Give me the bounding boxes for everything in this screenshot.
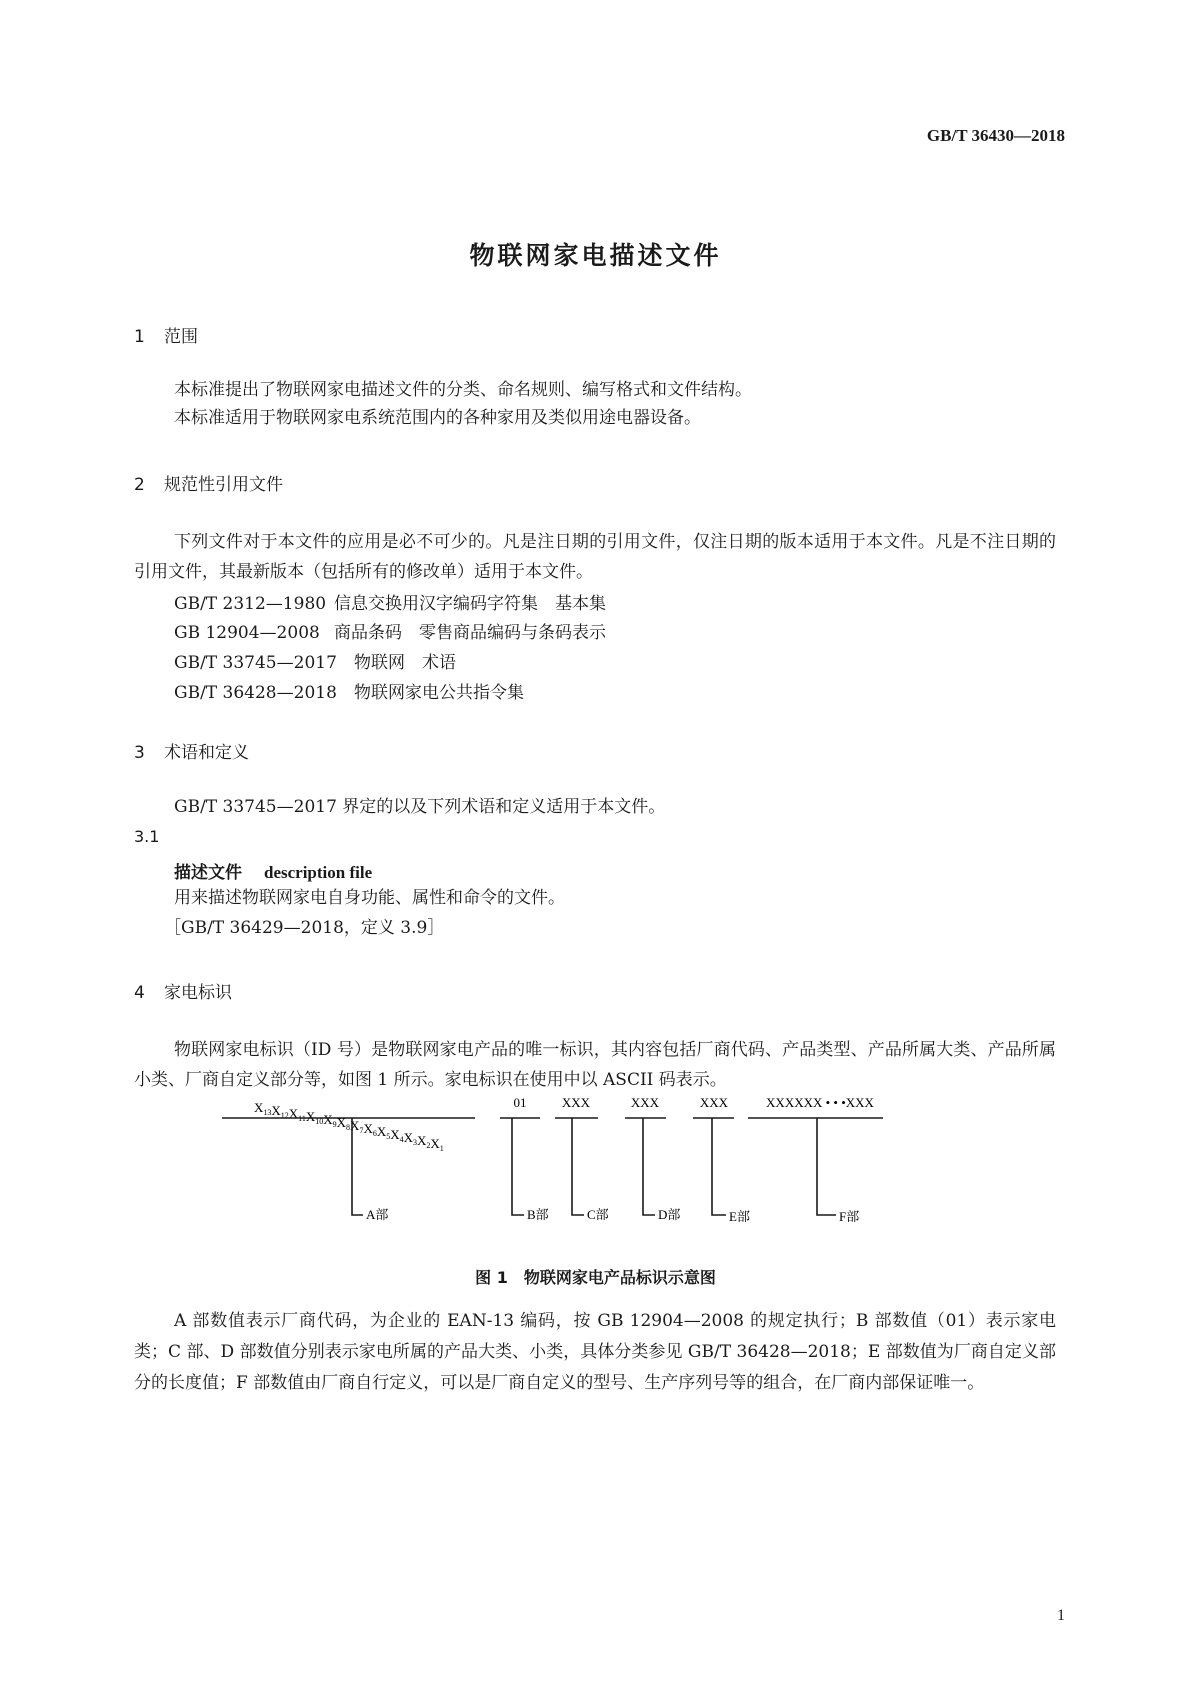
term-english: description file [264, 863, 373, 882]
page-number: 1 [1057, 1607, 1065, 1624]
reference-code: GB/T 2312—1980 [174, 594, 327, 614]
code-subscript: 10 [315, 1117, 324, 1126]
code-char: X [323, 1112, 333, 1127]
code-char: X [288, 1106, 299, 1121]
section-title: 术语和定义 [164, 743, 249, 763]
code-char: X [363, 1121, 373, 1136]
label-b: B部 [527, 1207, 549, 1222]
section-3-paragraph-1: GB/T 33745—2017 界定的以及下列术语和定义适用于本文件。 [174, 797, 666, 817]
code-subscript: 6 [372, 1129, 377, 1138]
reference-item [174, 618, 606, 643]
section-4-paragraph-2: A 部数值表示厂商代码，为企业的 EAN-13 编码，按 GB 12904—2008 的规定执行；B 部数值（01）表示家电类；C 部、D 部数值分别表示家电所属的产品大类、小类，具体分类参见 GB/T 36428—2018；E 部数值为厂商自定义部分的长度值；F 部数值由厂商自行定义，可以是厂商自定义的型号、生产序列号等的组合，在厂商内部保证唯一。 [134, 1311, 1056, 1393]
reference-code: GB/T 36428—2018 [174, 683, 337, 703]
code-char: X [336, 1115, 347, 1130]
field-f-leader [817, 1118, 836, 1215]
reference-item [174, 678, 524, 703]
section-1-paragraph-1: 本标准提出了物联网家电描述文件的分类、命名规则、编写格式和文件结构。 [174, 380, 752, 400]
label-c: C部 [587, 1207, 609, 1222]
section-1-paragraph-2: 本标准适用于物联网家电系统范围内的各种家用及类似用途电器设备。 [174, 408, 701, 428]
reference-item [174, 648, 456, 673]
section-title: 规范性引用文件 [164, 475, 283, 495]
section-2-heading [134, 470, 283, 495]
code-char: X [271, 1103, 281, 1118]
field-c-code: XXX [561, 1095, 591, 1110]
term-number: 3.1 [134, 827, 160, 846]
code-subscript: 5 [386, 1132, 391, 1141]
code-subscript: 7 [359, 1126, 364, 1135]
field-f-code: XXXXXX • • •XXX [766, 1095, 874, 1110]
term-definition: 用来描述物联网家电自身功能、属性和命令的文件。 [174, 888, 565, 908]
reference-title: 信息交换用汉字编码字符集 基本集 [334, 594, 606, 614]
section-number: 1 [134, 327, 145, 347]
section-2-paragraph-1: 下列文件对于本文件的应用是必不可少的。凡是注日期的引用文件，仅注日期的版本适用于本文件。凡是不注日期的引用文件，其最新版本（包括所有的修改单）适用于本文件。 [134, 532, 1056, 582]
field-d-leader [643, 1118, 655, 1215]
id-structure-diagram [0, 1088, 1191, 1228]
code-subscript: 8 [346, 1123, 351, 1132]
code-subscript: 12 [280, 1111, 289, 1120]
document-title: 物联网家电描述文件 [469, 241, 722, 270]
code-subscript: 11 [298, 1114, 306, 1123]
code-char: X [254, 1100, 264, 1115]
figure-caption: 图 1 物联网家电产品标识示意图 [475, 1268, 716, 1287]
section-number: 2 [134, 475, 145, 495]
field-b-code: 01 [513, 1095, 527, 1110]
label-d: D部 [658, 1207, 681, 1222]
code-subscript: 2 [426, 1141, 431, 1150]
section-number: 3 [134, 743, 145, 763]
code-subscript: 13 [263, 1108, 272, 1117]
term-source: ［GB/T 36429—2018，定义 3.9］ [164, 918, 445, 938]
code-subscript: 3 [413, 1138, 417, 1147]
term-heading [174, 858, 372, 883]
code-subscript: 4 [399, 1135, 404, 1144]
reference-item [174, 589, 606, 614]
field-e-code: XXX [699, 1095, 729, 1110]
code-subscript: 9 [332, 1120, 337, 1129]
field-b-leader [512, 1118, 524, 1215]
label-a: A部 [366, 1207, 389, 1222]
code-char: X [305, 1109, 316, 1124]
code-char: X [390, 1127, 400, 1142]
field-a-code [254, 1100, 444, 1153]
code-char: X [350, 1118, 360, 1133]
section-1-heading [134, 322, 198, 347]
section-title: 家电标识 [164, 983, 232, 1003]
reference-code: GB 12904—2008 [174, 623, 320, 643]
standard-number: GB/T 36430—2018 [926, 126, 1065, 145]
section-number: 4 [134, 983, 145, 1003]
code-char: X [430, 1136, 440, 1151]
code-subscript: 1 [439, 1144, 444, 1153]
field-c-leader [572, 1118, 584, 1215]
field-e-leader [712, 1118, 726, 1215]
field-d-code: XXX [630, 1095, 660, 1110]
code-char: X [376, 1124, 387, 1139]
code-char: X [417, 1133, 427, 1148]
section-3-heading [134, 738, 249, 763]
label-f: F部 [839, 1209, 860, 1224]
reference-title: 商品条码 零售商品编码与条码表示 [334, 623, 606, 643]
section-4-paragraph-1: 物联网家电标识（ID 号）是物联网家电产品的唯一标识，其内容包括厂商代码、产品类型、产品所属大类、产品所属小类、厂商自定义部分等，如图 1 所示。家电标识在使用中以 ASCII 码表示。 [134, 1040, 1056, 1090]
reference-title: 物联网 术语 [354, 653, 456, 673]
reference-title: 物联网家电公共指令集 [354, 683, 524, 703]
term-chinese: 描述文件 [174, 863, 242, 883]
label-e: E部 [729, 1209, 750, 1224]
code-char: X [403, 1130, 413, 1145]
reference-code: GB/T 33745—2017 [174, 653, 337, 673]
section-title: 范围 [164, 327, 198, 347]
section-4-heading [134, 978, 232, 1003]
